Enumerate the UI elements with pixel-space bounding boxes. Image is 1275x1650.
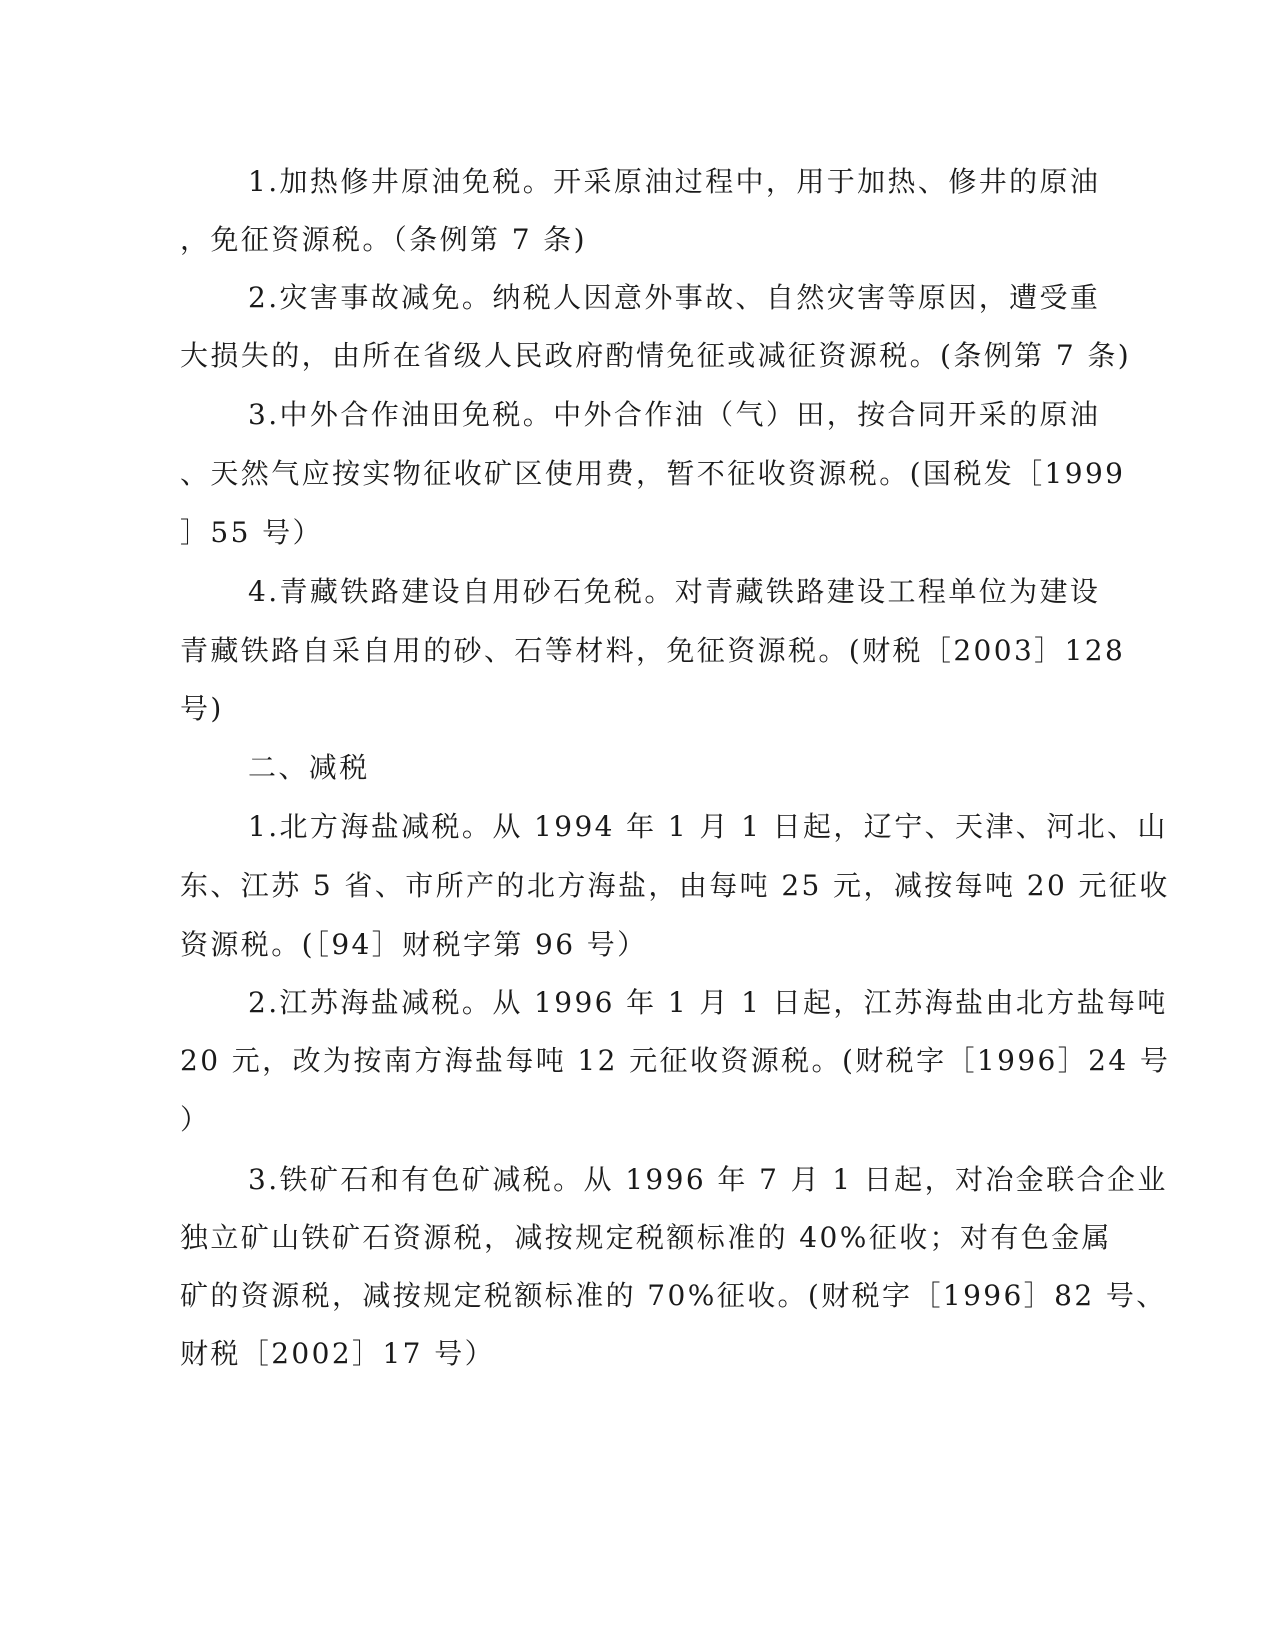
text-line: 、天然气应按实物征收矿区使用费，暂不征收资源税。(国税发［1999: [180, 457, 1126, 490]
section-heading: 二、减税: [248, 751, 370, 784]
text-line: ］55 号）: [180, 516, 323, 549]
text-line: 独立矿山铁矿石资源税，减按规定税额标准的 40%征收；对有色金属: [180, 1221, 1112, 1254]
text-line: ，免征资源税。（条例第 7 条): [180, 223, 587, 256]
text-line: 3.铁矿石和有色矿减税。从 1996 年 7 月 1 日起，对冶金联合企业: [248, 1163, 1168, 1196]
text-line: ）: [180, 1103, 211, 1136]
text-line: 大损失的，由所在省级人民政府酌情免征或减征资源税。(条例第 7 条): [180, 339, 1132, 372]
text-line: 1.加热修井原油免税。开采原油过程中，用于加热、修井的原油: [248, 165, 1101, 198]
text-line: 东、江苏 5 省、市所产的北方海盐，由每吨 25 元，减按每吨 20 元征收: [180, 869, 1170, 902]
text-line: 20 元，改为按南方海盐每吨 12 元征收资源税。(财税字［1996］24 号: [180, 1044, 1171, 1077]
text-line: 3.中外合作油田免税。中外合作油（气）田，按合同开采的原油: [248, 398, 1101, 431]
text-line: 1.北方海盐减税。从 1994 年 1 月 1 日起，辽宁、天津、河北、山: [248, 810, 1168, 843]
text-line: 2.灾害事故减免。纳税人因意外事故、自然灾害等原因，遭受重: [248, 281, 1101, 314]
text-line: 2.江苏海盐减税。从 1996 年 1 月 1 日起，江苏海盐由北方盐每吨: [248, 986, 1168, 1019]
text-line: 青藏铁路自采自用的砂、石等材料，免征资源税。(财税［2003］128: [180, 634, 1126, 667]
text-line: 财税［2002］17 号）: [180, 1337, 495, 1370]
text-line: 号): [180, 692, 224, 725]
text-line: 4.青藏铁路建设自用砂石免税。对青藏铁路建设工程单位为建设: [248, 575, 1101, 608]
text-line: 矿的资源税，减按规定税额标准的 70%征收。(财税字［1996］82 号、: [180, 1279, 1167, 1312]
text-line: 资源税。(［94］财税字第 96 号）: [180, 928, 648, 961]
